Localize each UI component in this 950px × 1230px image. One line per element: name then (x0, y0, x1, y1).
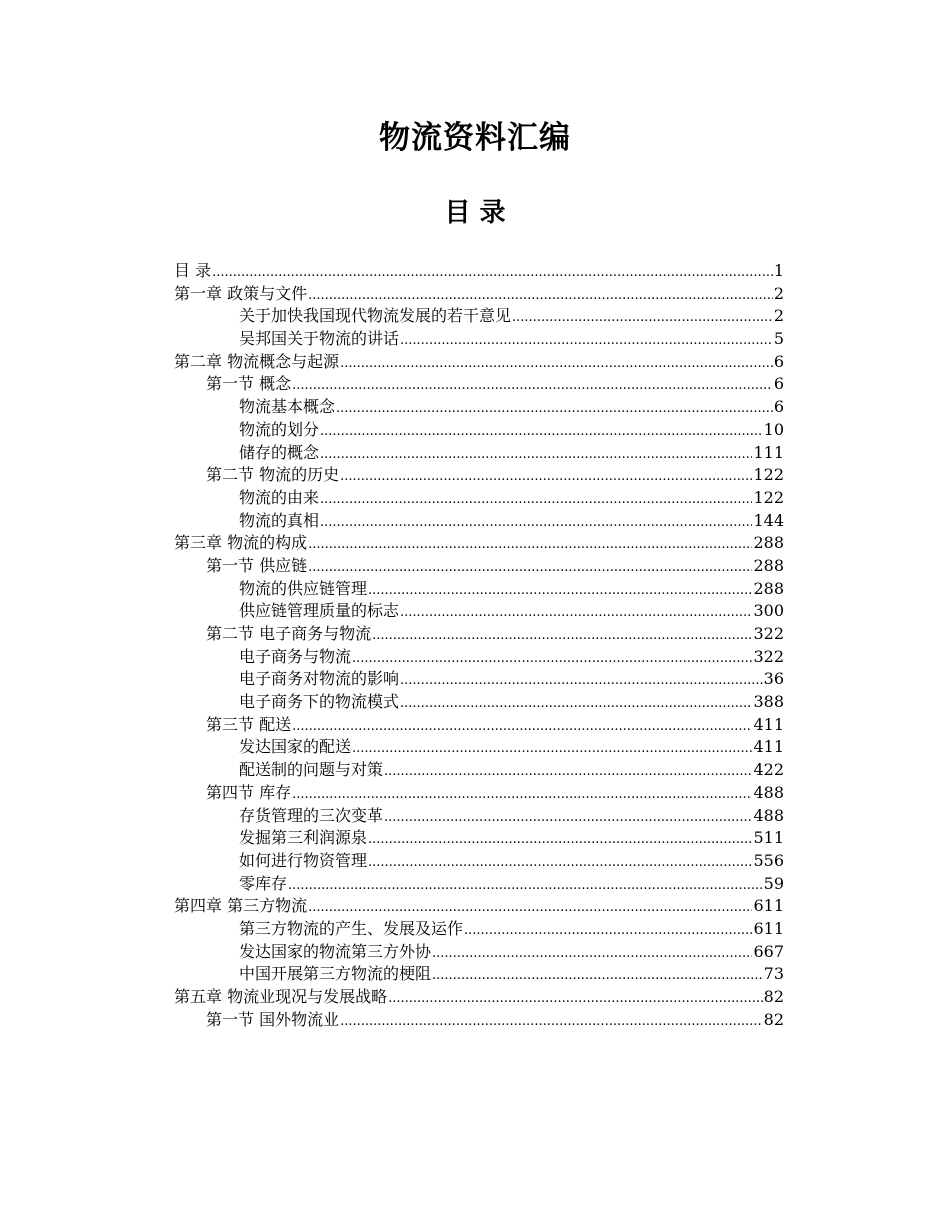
toc-entry[interactable] (174, 1009, 784, 1032)
toc-dot-leader (292, 375, 773, 398)
toc-entry-page-number: 488 (753, 805, 784, 825)
toc-entry-label: 第五章 物流业现况与发展战略 (174, 987, 388, 1006)
toc-entry-page-number: 288 (753, 555, 784, 575)
toc-entry-label: 发达国家的配送 (239, 737, 352, 757)
toc-entry[interactable] (174, 918, 784, 941)
toc-entry-page-number: 422 (753, 760, 784, 780)
toc-dot-leader (400, 670, 763, 693)
toc-entry-label: 中国开展第三方物流的梗阻 (239, 964, 432, 984)
toc-entry[interactable] (174, 827, 784, 850)
toc-entry-page-number: 6 (773, 374, 784, 394)
toc-dot-leader (432, 943, 752, 966)
toc-dot-leader (352, 648, 752, 671)
toc-dot-leader (308, 534, 752, 557)
toc-entry[interactable] (174, 646, 784, 669)
toc-dot-leader (320, 512, 752, 535)
toc-entry-label: 第一章 政策与文件 (174, 283, 308, 303)
toc-dot-leader (288, 875, 763, 898)
toc-entry-page-number: 300 (753, 601, 784, 621)
toc-dot-leader (400, 330, 773, 353)
toc-entry-label: 供应链管理质量的标志 (239, 601, 400, 621)
toc-entry-label: 如何进行物资管理 (239, 850, 368, 870)
toc-entry[interactable] (174, 805, 784, 828)
toc-entry[interactable] (174, 986, 784, 1009)
toc-dot-leader (308, 557, 752, 580)
toc-entry[interactable] (174, 782, 784, 805)
toc-entry-label: 电子商务与物流 (239, 646, 352, 666)
toc-dot-leader (384, 807, 752, 830)
document-title: 物流资料汇编 (379, 120, 571, 156)
toc-entry[interactable] (174, 260, 784, 283)
toc-dot-leader (384, 761, 752, 784)
toc-dot-leader (400, 602, 752, 625)
toc-entry-label: 目 录 (174, 261, 212, 280)
toc-entry-page-number: 122 (753, 487, 784, 507)
toc-entry[interactable] (174, 328, 784, 351)
toc-dot-leader (292, 784, 752, 807)
toc-entry-label: 物流的由来 (239, 487, 320, 507)
toc-entry[interactable] (174, 373, 784, 396)
toc-entry-page-number: 611 (753, 896, 784, 916)
toc-entry[interactable] (174, 487, 784, 510)
toc-entry-label: 储存的概念 (239, 442, 320, 462)
toc-dot-leader (320, 489, 752, 512)
toc-dot-leader (340, 466, 752, 489)
toc-dot-leader (512, 307, 773, 330)
toc-entry-page-number: 611 (753, 918, 784, 938)
toc-entry-page-number: 511 (753, 828, 784, 848)
toc-entry-page-number: 411 (753, 737, 784, 757)
toc-entry-label: 存货管理的三次变革 (239, 805, 384, 825)
toc-entry[interactable] (174, 419, 784, 442)
toc-entry[interactable] (174, 351, 784, 374)
toc-dot-leader (340, 353, 773, 376)
toc-entry-label: 第一节 国外物流业 (206, 1009, 340, 1029)
toc-dot-leader (368, 580, 752, 603)
table-of-contents (174, 260, 784, 1031)
toc-entry-page-number: 5 (773, 329, 784, 349)
toc-entry[interactable] (174, 578, 784, 601)
toc-entry-label: 吴邦国关于物流的讲话 (239, 329, 400, 349)
toc-entry-page-number: 322 (753, 624, 784, 643)
toc-entry-page-number: 144 (753, 510, 784, 530)
toc-entry-label: 零库存 (239, 873, 288, 893)
toc-entry[interactable] (174, 850, 784, 873)
toc-entry-page-number: 59 (763, 873, 784, 893)
toc-entry[interactable] (174, 895, 784, 918)
toc-entry-page-number: 411 (753, 714, 784, 734)
toc-entry-page-number: 2 (773, 306, 784, 326)
toc-dot-leader (292, 716, 752, 739)
toc-entry-label: 第二节 物流的历史 (206, 465, 340, 485)
toc-entry[interactable] (174, 555, 784, 578)
toc-dot-leader (368, 829, 752, 852)
toc-dot-leader (308, 897, 752, 920)
toc-entry-label: 电子商务下的物流模式 (239, 692, 400, 712)
toc-entry-label: 第三方物流的产生、发展及运作 (239, 918, 464, 938)
toc-entry[interactable] (174, 442, 784, 465)
toc-entry-label: 第三章 物流的构成 (174, 533, 308, 553)
toc-entry[interactable] (174, 532, 784, 555)
toc-entry-label: 第二章 物流概念与起源 (174, 351, 340, 371)
toc-entry-page-number: 322 (753, 646, 784, 666)
toc-entry[interactable] (174, 600, 784, 623)
toc-dot-leader (388, 988, 763, 1011)
toc-entry[interactable] (174, 283, 784, 306)
toc-dot-leader (320, 444, 752, 467)
toc-entry[interactable] (174, 759, 784, 782)
toc-entry[interactable] (174, 305, 784, 328)
toc-dot-leader (212, 262, 773, 285)
toc-entry-page-number: 111 (753, 442, 784, 462)
toc-entry-page-number: 556 (753, 850, 784, 870)
toc-entry-label: 第一节 概念 (206, 374, 292, 394)
toc-entry-label: 第三节 配送 (206, 714, 292, 734)
toc-dot-leader (400, 693, 752, 716)
toc-entry[interactable] (174, 963, 784, 986)
toc-dot-leader (352, 738, 752, 761)
toc-entry-page-number: 2 (773, 283, 784, 303)
toc-entry[interactable] (174, 464, 784, 487)
toc-entry-label: 物流的供应链管理 (239, 578, 368, 598)
toc-entry-page-number: 288 (753, 578, 784, 598)
toc-entry-page-number: 388 (753, 692, 784, 712)
toc-entry[interactable] (174, 510, 784, 533)
toc-entry-page-number: 6 (773, 351, 784, 371)
toc-dot-leader (336, 398, 773, 421)
toc-dot-leader (432, 965, 763, 988)
toc-entry-page-number: 667 (753, 941, 784, 961)
toc-entry-label: 物流的真相 (239, 510, 320, 530)
toc-entry-page-number: 73 (763, 964, 784, 984)
toc-entry-label: 第四章 第三方物流 (174, 896, 308, 916)
toc-entry[interactable] (174, 873, 784, 896)
toc-entry-label: 关于加快我国现代物流发展的若干意见 (239, 306, 512, 326)
toc-entry[interactable] (174, 691, 784, 714)
toc-entry-label: 物流的划分 (239, 419, 320, 439)
toc-entry-label: 第二节 电子商务与物流 (206, 624, 372, 643)
toc-dot-leader (368, 852, 752, 875)
toc-entry-page-number: 10 (763, 419, 784, 439)
toc-entry-page-number: 82 (763, 987, 784, 1006)
toc-entry-label: 发达国家的物流第三方外协 (239, 941, 432, 961)
toc-dot-leader (308, 285, 773, 308)
toc-entry[interactable] (174, 668, 784, 691)
toc-entry[interactable] (174, 714, 784, 737)
toc-entry-page-number: 1 (773, 261, 784, 280)
toc-dot-leader (464, 920, 752, 943)
toc-entry-page-number: 122 (753, 465, 784, 485)
toc-entry-label: 配送制的问题与对策 (239, 760, 384, 780)
toc-entry-page-number: 6 (773, 397, 784, 417)
toc-entry-label: 第一节 供应链 (206, 555, 308, 575)
toc-entry-page-number: 488 (753, 782, 784, 802)
toc-dot-leader (320, 421, 763, 444)
toc-heading: 目 录 (444, 198, 506, 228)
toc-entry-label: 第四节 库存 (206, 782, 292, 802)
toc-entry-page-number: 82 (763, 1009, 784, 1029)
toc-entry[interactable] (174, 941, 784, 964)
toc-entry-page-number: 288 (753, 533, 784, 553)
toc-entry-label: 发掘第三利润源泉 (239, 828, 368, 848)
toc-entry-label: 物流基本概念 (239, 397, 336, 417)
toc-entry[interactable] (174, 736, 784, 759)
toc-entry-label: 电子商务对物流的影响 (239, 669, 400, 689)
toc-entry-page-number: 36 (763, 669, 784, 689)
toc-dot-leader (372, 625, 752, 648)
toc-entry[interactable] (174, 396, 784, 419)
toc-dot-leader (340, 1011, 763, 1034)
toc-entry[interactable] (174, 623, 784, 646)
